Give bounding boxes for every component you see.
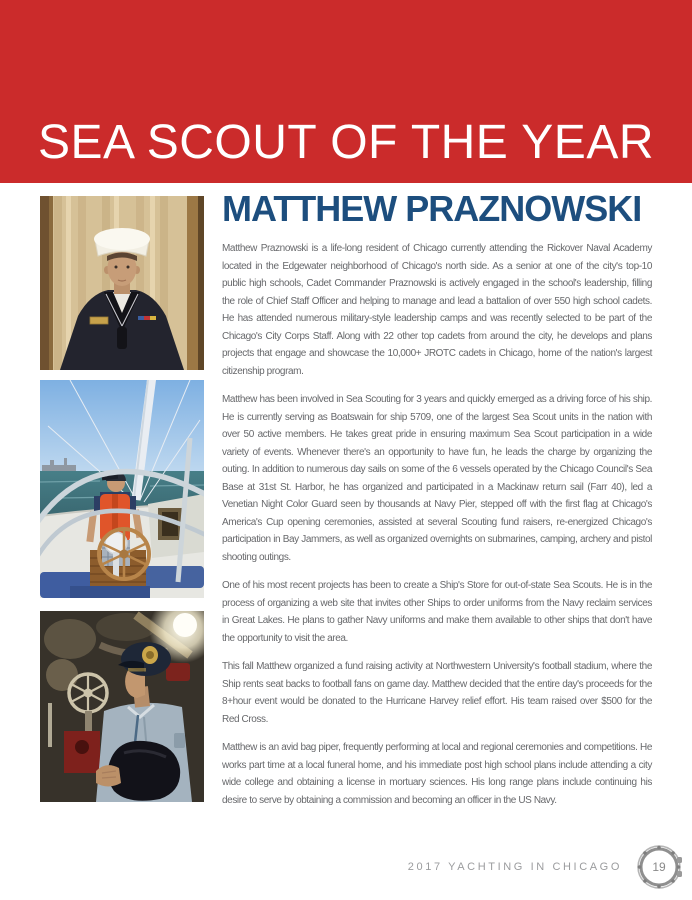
article-paragraph-2: Matthew has been involved in Sea Scouting for 3 years and quickly emerged as a driving force of his ship. He is currently serving as Boatswain for ship 5709, one of the largest Sea Scout units in the nation with over 50 active members. He takes great pride in ensuring maximum Sea Scout participation in a wide variety of events. Whenever there's an opportunity to have fun, he leads the charge by organizing the outing. In addition to numerous day sails on some of the 6 vessels operated by the Chicago Council's Sea Base at 31st St. Harbor, he has organized and participated in a Mackinaw return sail (Farr 40), led a Venetian Night Color Guard seen by thousands at Navy Pier, stepped off with the first flag at Chicago's America's Cup opening ceremonies, assisted at several Scouting fund raisers, re-energized Chicago's participation in Bay Jammers, as well as organized overnights on submarines, camping, archery and pistol shooting outings.: [222, 394, 652, 563]
page-footer: [408, 844, 682, 890]
article-headline: MATTHEW PRAZNOWSKI: [222, 188, 642, 229]
portrait-image: [40, 196, 204, 370]
sailboat-image: [40, 380, 204, 598]
banner: [0, 0, 692, 183]
page-number: 19: [652, 860, 666, 874]
article: [222, 188, 652, 820]
article-paragraph-3: One of his most recent projects has been to create a Ship's Store for out-of-state Sea Scouts. He is in the process of organizing a web site that invites other Ships to order uniforms from the Navy reclaim services in Great Lakes. He plans to gather Navy uniforms and make them available to other ships that don't have the opportunity to visit the area.: [222, 580, 652, 644]
submarine-image: [40, 611, 204, 802]
article-paragraph-4: This fall Matthew organized a fund raising activity at Northwestern University's football stadium, where the Ship rents seat backs to football fans on game day. Matthew decided that the entire day's proceeds for the 8+hour event would be donated to the Hurricane Harvey relief effort. His team raised over $500 for the Red Cross.: [222, 661, 652, 725]
photo-submarine-engine-room: [40, 611, 204, 802]
photo-portrait-dress-blues: [40, 196, 204, 370]
porthole-page-badge: [636, 844, 682, 890]
page-title: SEA SCOUT OF THE YEAR: [37, 116, 654, 169]
article-paragraph-5: Matthew is an avid bag piper, frequently performing at local and regional ceremonies and competitions. He works part time at a local funeral home, and his immediate post high school plans include attending a city wide college and obtaining a license in mortuary sciences. His long range plans include continuing his desire to serve by obtaining a commission and becoming an officer in the US Navy.: [222, 742, 652, 806]
article-paragraph-1: Matthew Praznowski is a life-long resident of Chicago currently attending the Rickover Naval Academy located in the Edgewater neighborhood of Chicago's north side. As a senior at one of the city's top-10 public high schools, Cadet Commander Praznowski is actively engaged in the school's leadership, filling the role of Chief Staff Officer and helping to manage and lead a battalion of over 550 high school cadets. He has attended numerous military-style leadership camps and was recently selected to be part of the Chicago's City Corps Staff. Along with 22 other top cadets from around the city, he develops and plans projects that engage and showcase the 10,000+ JROTC cadets in Chicago, home of the nation's largest citizenship program.: [222, 243, 652, 377]
photo-sailboat-helm: [40, 380, 204, 598]
footer-publication-text: 2017 YACHTING IN CHICAGO: [407, 861, 622, 873]
